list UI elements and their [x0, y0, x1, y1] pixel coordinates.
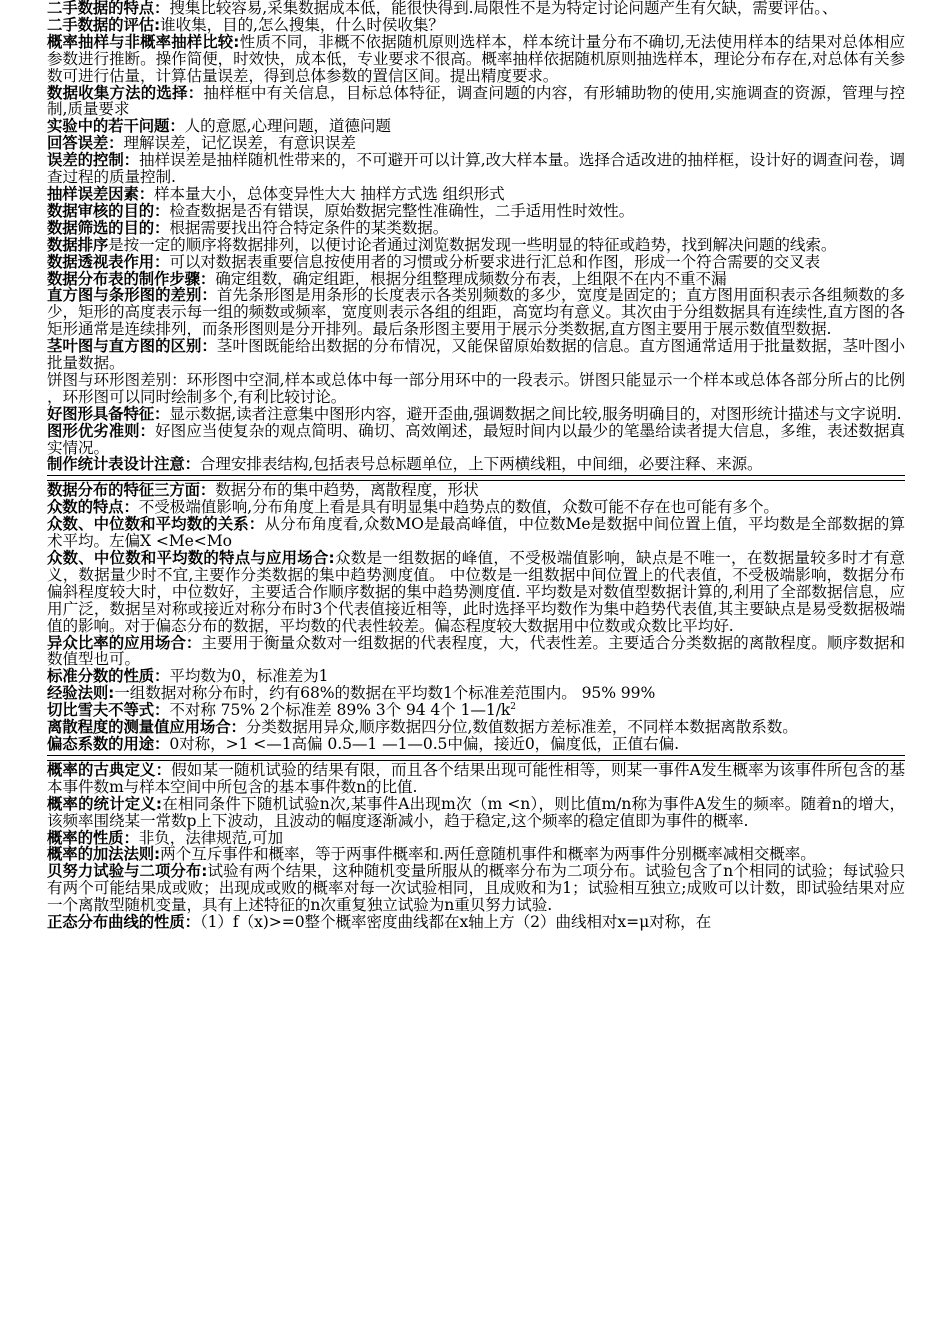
entry: [47, 406, 905, 423]
entry-text: 数据分布的集中趋势，离散程度，形状: [215, 481, 479, 500]
entry-text: 主要用于衡量众数对一组数据的代表程度，大，代表性差。主要适合分类数据的离散程度。顺序数据和数值型也可。: [47, 633, 905, 669]
entry-text: 检查数据是否有错误，原始数据完整性准确性，二手适用性时效性。: [169, 201, 635, 220]
entry: [47, 34, 905, 85]
entry: [47, 118, 905, 135]
entry-text: 不对称 75% 2个标准差 89% 3个 94 4个 1—1/k: [169, 701, 511, 720]
entry-term: 制作统计表设计注意：: [47, 455, 200, 474]
entry-term: 图形优劣准则：: [47, 421, 155, 440]
entry-text: 众数是一组数据的峰值，不受极端值影响，缺点是不唯一，在数据量较多时才有意义，数据量少时不宜,主要作分类数据的集中趋势测度值。 中位数是一组数据中间位置上的代表值，不受极端影响，数据分布偏斜程度较大时，中位数好，主要适合作顺序数据的集中趋势测度值. 平均数是对数值型数据计算的,利用了全部数据信息，应用广泛，数据呈对称或接近对称分布时3个代表值接近相等，此时选择平均数作为集中趋势代表值,其主要缺点是易受数据极端值的影响。对于偏态分布的数据，平均数的代表性较差。偏态程度较大数据用中位数或众数比平均好.: [47, 549, 905, 635]
entry-text: 一组数据对称分布时，约有68%的数据在平均数1个标准差范围内。 95% 99%: [114, 684, 656, 703]
entry-term: 数据收集方法的选择：: [47, 83, 204, 102]
entry-text: 抽样框中有关信息，目标总体特征，调查问题的内容，有形辅助物的使用,实施调查的资源，管理与控制,质量要求: [47, 83, 905, 119]
entry-text: 根据需要找出符合特定条件的某类数据。: [169, 218, 449, 237]
entry: [47, 668, 905, 685]
entry: [47, 762, 905, 796]
entry: [47, 914, 905, 931]
entry-term: 概率的性质：: [47, 828, 139, 847]
entry: [47, 338, 905, 372]
entry-term: 概率的古典定义：: [47, 760, 172, 779]
entry-text: 样本量大小，总体变异性大大 抽样方式选 组织形式: [154, 184, 505, 203]
section-data-collection: [47, 0, 905, 473]
entry-text: 假如某一随机试验的结果有限，而且各个结果出现可能性相等，则某一事件A发生概率为该事件所包含的基本事件数m与样本空间中所包含的基本事件数n的比值.: [47, 760, 905, 796]
entry: [47, 719, 905, 736]
entry-term: 好图形具备特征：: [47, 404, 170, 423]
entry: [47, 135, 905, 152]
entry: [47, 423, 905, 457]
entry-term: 离散程度的测量值应用场合：: [47, 718, 246, 737]
entry-text: 显示数据,读者注意集中图形内容，避开歪曲,强调数据之间比较,服务明确目的，对图形统计描述与文字说明.: [169, 404, 902, 423]
entry-text: 合理安排表结构,包括表号总标题单位，上下两横线粗，中间细，必要注释、来源。: [199, 455, 763, 474]
entry: [47, 85, 905, 119]
entry-term: 二手数据的评估:: [47, 15, 161, 34]
entry-term: 众数、中位数和平均数的特点与应用场合:: [47, 549, 335, 567]
entry-term: 偏态系数的用途：: [47, 734, 170, 753]
entry: [47, 220, 905, 237]
entry-text: 人的意愿,心理问题，道德问题: [184, 117, 391, 136]
entry-text: 好图应当使复杂的观点简明、确切、高效阐述，最短时间内以最少的笔墨给读者提大信息，多维，表述数据真实情况。: [47, 421, 905, 457]
entry-text: 茎叶图既能给出数据的分布情况，又能保留原始数据的信息。直方图通常适用于批量数据，茎叶图小批量数据。: [47, 337, 905, 373]
entry-text: 两个互斥事件和概率，等于两事件概率和.两任意随机事件和概率为两事件分别概率减相交概率。: [160, 845, 816, 864]
entry: [47, 0, 905, 17]
entry-text: 不受极端值影响,分布角度上看是具有明显集中趋势点的数值，众数可能不存在也可能有多个。: [138, 498, 779, 517]
entry: [47, 685, 905, 702]
entry: [47, 254, 905, 271]
entry-term: 抽样误差因素：: [47, 184, 155, 203]
entry-term: 概率的加法法则:: [47, 845, 161, 864]
entry-term: 数据分布的特征三方面：: [47, 481, 216, 500]
entry-term: 标准分数的性质：: [47, 667, 170, 686]
entry: [47, 456, 905, 473]
entry: [47, 287, 905, 338]
entry-text: 从分布角度看,众数MO是最高峰值，中位数Me是数据中间位置上值，平均数是全部数据的算术平均。左偏X <Me<Mo: [47, 515, 905, 551]
entry: [47, 796, 905, 830]
entry-text: 试验有两个结果，这种随机变量所服从的概率分布为二项分布。试验包含了n个相同的试验；每试验只有两个可能结果成或败；出现成或败的概率对每一次试验相同，且成败和为1；试验相互独立;成败可以计数，即试验结果对应一个离散型随机变量，具有上述特征的n次重复独立试验为n重贝努力试验.: [47, 862, 905, 915]
entry-term: 经验法则:: [47, 684, 115, 703]
entry-term: 茎叶图与直方图的区别：: [47, 337, 217, 356]
entry-text: 非负，法律规范,可加: [138, 828, 284, 847]
entry-text: 性质不同，非概不依据随机原则选样本，样本统计量分布不确切,无法使用样本的结果对总体相应参数进行推断。操作简便，时效快，成本低，专业要求不很高。概率抽样依据随机原则抽选样本，理论分布存在,对总体有关参数可进行估量，计算估量误差，得到总体参数的置信区间。提出精度要求。: [47, 32, 905, 85]
entry: [47, 702, 905, 719]
entry: [47, 516, 905, 550]
entry-term: 误差的控制：: [47, 151, 139, 170]
section-distribution-features: [47, 482, 905, 753]
entry-term: 贝努力试验与二项分布:: [47, 862, 208, 881]
entry: [47, 17, 905, 34]
entry-term: 数据透视表作用：: [47, 252, 170, 271]
entry: [47, 152, 905, 186]
superscript: 2: [510, 701, 516, 712]
entry-term: 异众比率的应用场合：: [47, 633, 202, 652]
entry-term: 直方图与条形图的差别：: [47, 286, 217, 305]
entry: [47, 203, 905, 220]
entry-text: 饼图与环形图差别：环形图中空洞,样本或总体中每一部分用环中的一段表示。饼图只能显示一个样本或总体各部分所占的比例 ，环形图可以同时绘制多个,有利比较讨论。: [47, 370, 905, 406]
entry-term: 数据筛选的目的：: [47, 218, 170, 237]
entry: [47, 550, 905, 635]
entry-text: 可以对数据表重要信息按使用者的习惯或分析要求进行汇总和作图，形成一个符合需要的交叉表: [169, 252, 821, 271]
entry: [47, 372, 905, 406]
entry-text: 谁收集，目的,怎么搜集，什么时侯收集？: [160, 15, 444, 34]
entry-term: 概率抽样与非概率抽样比较:: [47, 32, 240, 51]
entry-text: 首先条形图是用条形的长度表示各类别频数的多少，宽度是固定的；直方图用面积表示各组频数的多少，矩形的高度表示每一组的频数或频率，宽度则表示各组的组距，高宽均有意义。其次由于分组数据具有连续性,直方图的各矩形通常是连续排列，而条形图则是分开排列。最后条形图主要用于展示分类数据,直方图主要用于展示数值型数据.: [47, 286, 905, 339]
entry-term: 数据审核的目的：: [47, 201, 170, 220]
entry-text: 搜集比较容易,采集数据成本低，能很快得到.局限性不是为特定讨论问题产生有欠缺，需要评估。、: [169, 0, 838, 17]
entry-text: 平均数为0，标准差为1: [169, 667, 329, 686]
entry-text: 抽样误差是抽样随机性带来的，不可避开可以计算,改大样本量。选择合适改进的抽样框，设计好的调查问卷，调查过程的质量控制.: [47, 151, 905, 187]
entry-term: 实验中的若干问题：: [47, 117, 185, 136]
entry-text: 理解误差，记忆误差，有意识误差: [123, 134, 356, 153]
entry-text: 确定组数，确定组距，根据分组整理成频数分布表，上组限不在内不重不漏: [215, 269, 727, 288]
entry: [47, 186, 905, 203]
entry-text: 是按一定的顺序将数据排列，以便讨论者通过浏览数据发现一些明显的特征或趋势，找到解决问题的线索。: [108, 235, 837, 254]
section-probability: [47, 762, 905, 931]
entry-text: 0对称，>1 <—1高偏 0.5—1 —1—0.5中偏，接近0，偏度低，正值右偏.: [169, 734, 679, 753]
entry: [47, 846, 905, 863]
entry: [47, 271, 905, 288]
document-page: [47, 0, 905, 1344]
entry: [47, 237, 905, 254]
entry: [47, 482, 905, 499]
entry: [47, 830, 905, 847]
entry-term: 二手数据的特点：: [47, 0, 170, 17]
entry-term: 正态分布曲线的性质：: [47, 913, 200, 932]
entry-term: 回答误差：: [47, 134, 124, 153]
entry: [47, 736, 905, 753]
entry-term: 切比雪夫不等式：: [47, 701, 170, 720]
entry: [47, 635, 905, 669]
entry-text: 在相同条件下随机试验n次,某事件A出现m次（m <n），则比值m/n称为事件A发生的频率。随着n的增大，该频率围绕某一常数p上下波动，且波动的幅度逐渐减小，趋于稳定,这个频率的稳定值即为事件的概率.: [47, 794, 905, 830]
entry-term: 概率的统计定义:: [47, 794, 162, 813]
entry-term: 众数的特点：: [47, 498, 139, 517]
entry-term: 数据分布表的制作步骤：: [47, 269, 216, 288]
entry-text: 分类数据用异众,顺序数据四分位,数值数据方差标准差，不同样本数据离散系数。: [245, 718, 798, 737]
entry-text: （1）f（x)>=0整个概率密度曲线都在x轴上方（2）曲线相对x=μ对称，在: [199, 913, 712, 932]
entry-term: 数据排序: [47, 235, 109, 254]
entry: [47, 863, 905, 914]
entry-term: 众数、中位数和平均数的关系：: [47, 515, 265, 534]
entry: [47, 499, 905, 516]
